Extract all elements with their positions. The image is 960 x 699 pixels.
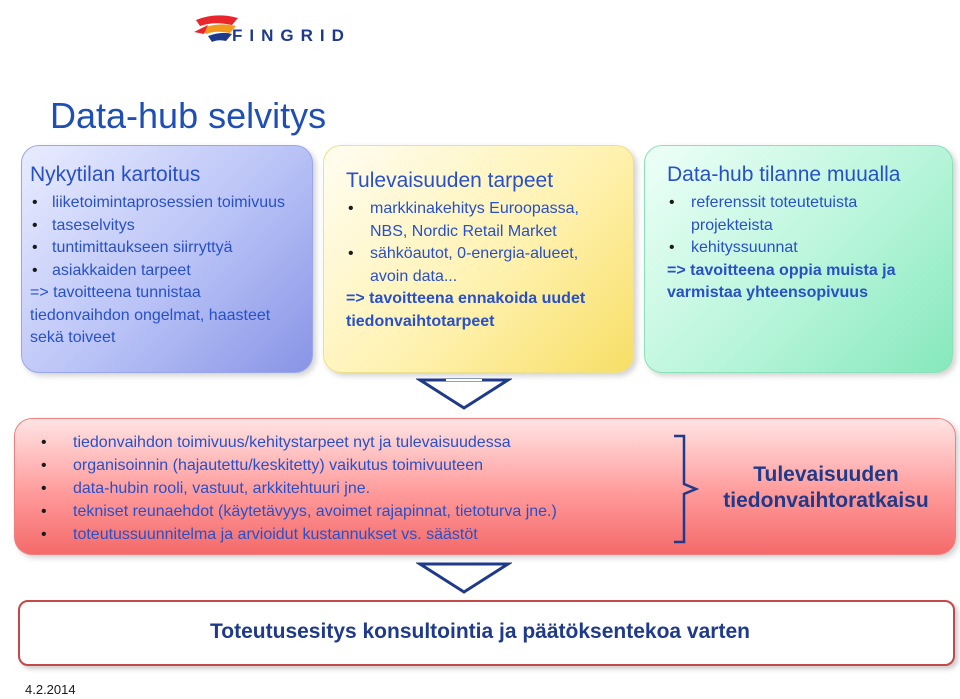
list-item: • tekniset reunaehdot (käytetävyys, avoimet rajapinnat, tietoturva jne.) (37, 500, 677, 523)
current-state-goal: => tavoitteena tunnistaa tiedonvaihdon ongelmat, haasteet sekä toiveet (30, 284, 271, 346)
list-item: • toteutussuunnitelma ja arvioidut kustannukset vs. säästöt (37, 523, 677, 546)
final-text: Toteutusesitys konsultointia ja päätöksentekoa varten (210, 620, 750, 643)
current-state-heading: Nykytilan kartoitus (30, 163, 201, 186)
list-item: • referenssit toteutetuista projekteista (667, 192, 938, 237)
future-needs-goal: => tavoitteena ennakoida uudet tiedonvaihtotarpeet (346, 290, 586, 330)
list-item: • data-hubin rooli, vastuut, arkkitehtuuri jne. (37, 477, 677, 500)
down-arrow-icon (416, 560, 512, 596)
datahub-elsewhere-goal: => tavoitteena oppia muista ja varmistaa yhteensopivuus (667, 261, 896, 301)
future-needs-list (346, 198, 619, 288)
list-item: • tuntimittaukseen siirryttyä (30, 237, 304, 260)
list-item: • sähköautot, 0-energia-alueet, avoin data... (346, 243, 619, 288)
list-item: • organisoinnin (hajautettu/keskitetty) vaikutus toimivuuteen (37, 454, 677, 477)
list-item: • asiakkaiden tarpeet (30, 260, 304, 283)
analysis-result: Tulevaisuuden tiedonvaihtoratkaisu (723, 463, 929, 512)
down-arrow-icon (416, 376, 512, 412)
list-item: • markkinakehitys Euroopassa, NBS, Nordic Retail Market (346, 198, 619, 243)
logo-text: FINGRID (232, 26, 351, 45)
datahub-elsewhere-box (644, 145, 953, 373)
future-needs-heading: Tulevaisuuden tarpeet (346, 169, 554, 192)
datahub-elsewhere-list (667, 192, 938, 260)
right-brace-icon (672, 434, 700, 544)
list-item: • kehityssuunnat (667, 237, 938, 260)
current-state-box (21, 145, 313, 373)
page-title: Data-hub selvitys (50, 95, 327, 136)
list-item: • taseselvitys (30, 215, 304, 238)
future-needs-box (323, 145, 634, 373)
analysis-list (37, 431, 677, 546)
current-state-list (30, 192, 304, 282)
datahub-elsewhere-heading: Data-hub tilanne muualla (667, 163, 901, 186)
date-footer: 4.2.2014 (25, 682, 76, 697)
list-item: • tiedonvaihdon toimivuus/kehitystarpeet nyt ja tulevaisuudessa (37, 431, 677, 454)
list-item: • liiketoimintaprosessien toimivuus (30, 192, 304, 215)
